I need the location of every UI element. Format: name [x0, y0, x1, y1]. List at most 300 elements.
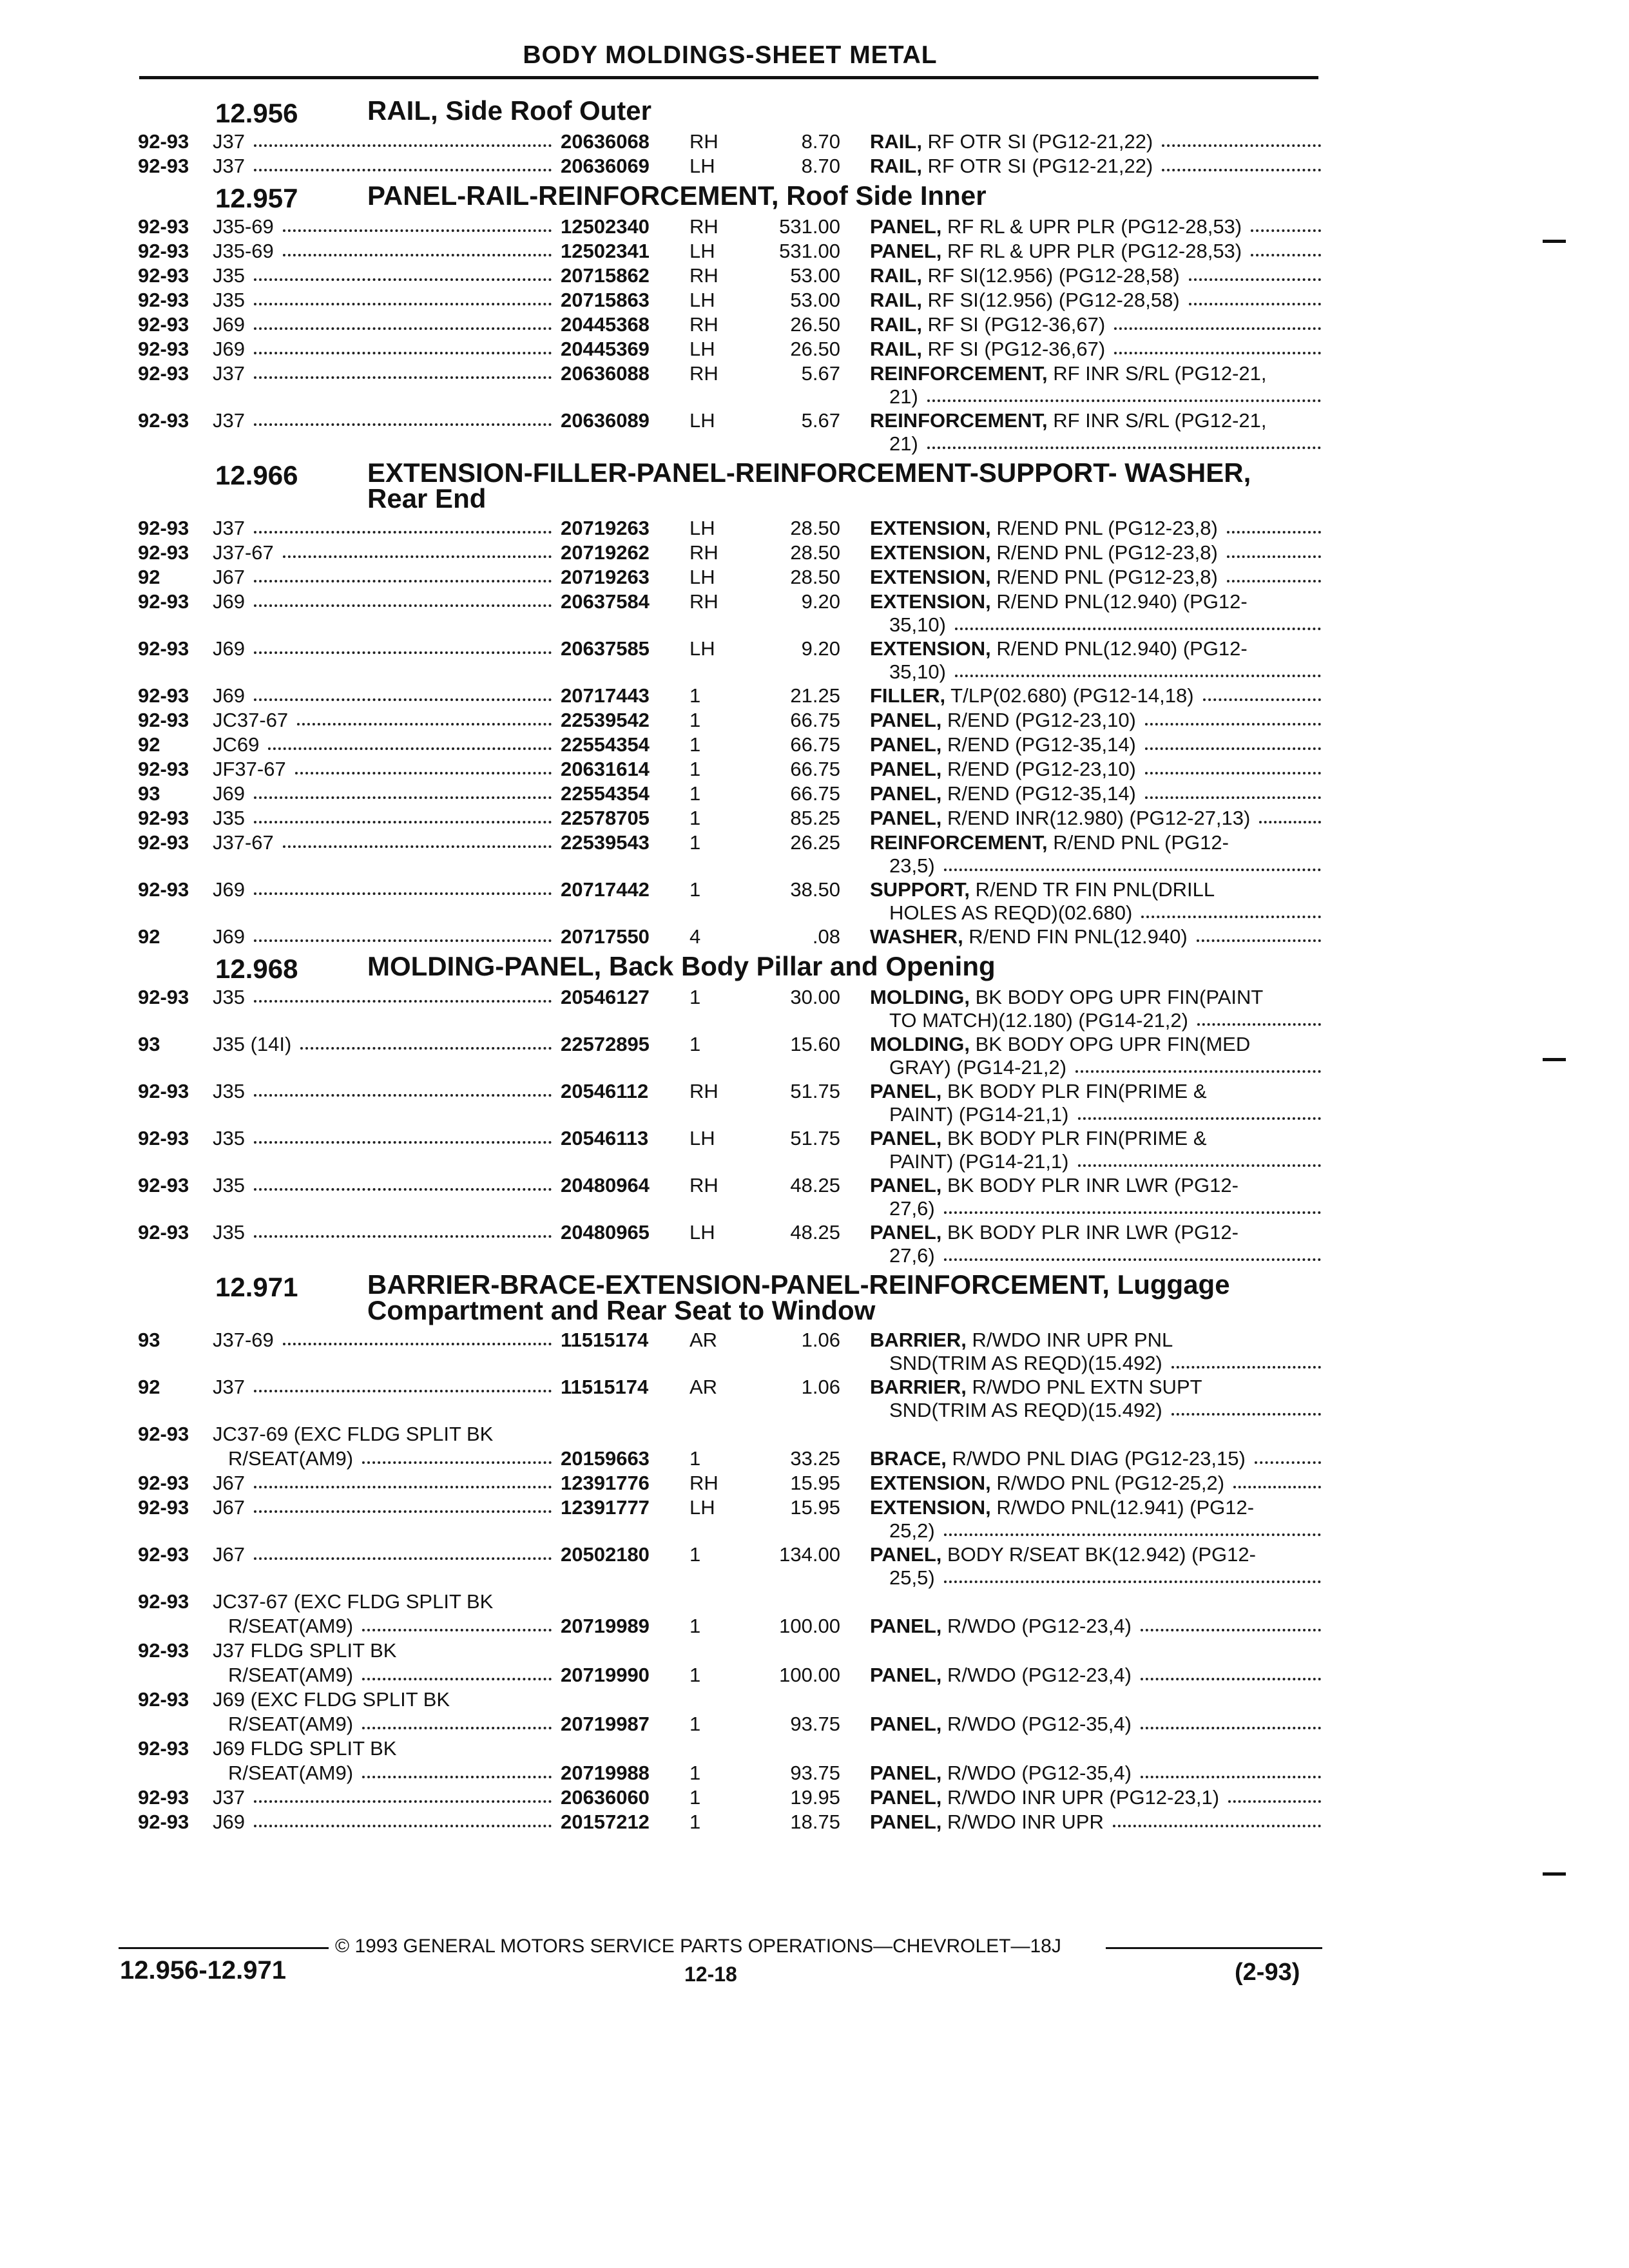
- description-keyword: PANEL,: [870, 1713, 942, 1735]
- description-rest: R/WDO (PG12-23,4): [941, 1664, 1132, 1686]
- description: [870, 541, 1218, 564]
- model-code: J37: [213, 409, 245, 432]
- description: [870, 240, 1242, 263]
- description-keyword: EXTENSION,: [870, 1472, 991, 1494]
- dot-leader: [1203, 698, 1321, 701]
- section-title-line: BARRIER-BRACE-EXTENSION-PANEL-REINFORCEMENT, Luggage: [367, 1269, 1230, 1300]
- model-code: JC37-69 (EXC FLDG SPLIT BK: [213, 1423, 494, 1445]
- quantity: 1: [689, 1447, 701, 1470]
- quantity: RH: [689, 1174, 718, 1196]
- page-title: BODY MOLDINGS-SHEET METAL: [523, 41, 938, 69]
- table-row: [138, 590, 1324, 637]
- model-code: J69: [213, 590, 245, 613]
- description-rest: R/END PNL (PG12-23,8): [990, 566, 1218, 588]
- section-number: 12.956: [215, 98, 298, 128]
- dot-leader: [254, 169, 552, 171]
- quantity: RH: [689, 264, 718, 287]
- description: [870, 155, 1153, 178]
- quantity: 1: [689, 986, 701, 1008]
- table-row: [138, 1376, 1324, 1423]
- dot-leader: [1162, 144, 1321, 147]
- table-row: [138, 684, 1324, 709]
- header-rule: [139, 76, 1318, 79]
- section-header: [138, 457, 1324, 517]
- description-keyword: REINFORCEMENT,: [870, 831, 1048, 854]
- description-keyword: PANEL,: [870, 1221, 942, 1244]
- dot-leader: [254, 144, 552, 147]
- dot-leader: [254, 1094, 552, 1097]
- quantity: RH: [689, 313, 718, 336]
- dot-leader: [268, 747, 552, 750]
- model-code: J69: [213, 313, 245, 336]
- section-header: [138, 1269, 1324, 1329]
- part-number: 20159663: [561, 1447, 650, 1470]
- model-code: JC37-67: [213, 709, 289, 731]
- description: [870, 517, 1218, 540]
- description: [870, 130, 1153, 153]
- model-code: J35: [213, 1221, 245, 1244]
- model-year: 92-93: [138, 1639, 189, 1662]
- model-year: 92-93: [138, 1786, 189, 1809]
- dot-leader: [1114, 327, 1321, 330]
- model-year: 92: [138, 1376, 160, 1398]
- dot-leader: [1145, 723, 1321, 726]
- dot-leader: [1145, 772, 1321, 774]
- description-rest: RF OTR SI (PG12-21,22): [921, 155, 1153, 177]
- quantity: 1: [689, 758, 701, 780]
- description-rest: R/END PNL(12.940) (PG12-: [990, 590, 1248, 613]
- part-number: 20719989: [561, 1615, 650, 1637]
- dot-leader: [254, 352, 552, 354]
- price: .08: [812, 925, 840, 948]
- quantity: LH: [689, 155, 715, 177]
- description-keyword: SUPPORT,: [870, 878, 970, 901]
- quantity: RH: [689, 215, 718, 238]
- dot-leader: [1171, 1366, 1321, 1369]
- description-rest: R/END PNL(12.940) (PG12-: [990, 637, 1248, 660]
- model-code: J35: [213, 807, 245, 829]
- section-title: [367, 457, 1334, 514]
- dot-leader: [1227, 580, 1321, 582]
- table-row-prefix: [138, 1688, 1324, 1713]
- table-row: [138, 264, 1324, 289]
- description-rest: R/END PNL (PG12-23,8): [990, 517, 1218, 539]
- description-rest: BK BODY PLR FIN(PRIME &: [941, 1127, 1207, 1149]
- dot-leader: [362, 1727, 552, 1729]
- dot-leader: [254, 1000, 552, 1003]
- part-number: 20445369: [561, 338, 650, 360]
- model-year: 92-93: [138, 637, 189, 660]
- description-rest: RF SI(12.956) (PG12-28,58): [921, 289, 1180, 311]
- part-number: 20480965: [561, 1221, 650, 1244]
- description: [870, 1447, 1246, 1470]
- dot-leader: [254, 1800, 552, 1803]
- table-row: [138, 733, 1324, 758]
- margin-tick: [1543, 1872, 1566, 1876]
- description: [870, 1376, 1202, 1399]
- model-code: J37: [213, 1786, 245, 1809]
- dot-leader: [254, 1510, 552, 1513]
- section-title-line: MOLDING-PANEL, Back Body Pillar and Opening: [367, 951, 996, 981]
- description: [870, 1496, 1254, 1519]
- dot-leader: [283, 845, 552, 848]
- part-number: 20719263: [561, 566, 650, 588]
- section-title-line: RAIL, Side Roof Outer: [367, 95, 651, 126]
- description: [870, 1664, 1132, 1687]
- part-number: 20637584: [561, 590, 650, 613]
- quantity: RH: [689, 362, 718, 385]
- description-keyword: PANEL,: [870, 1080, 942, 1102]
- section-number: 12.957: [215, 183, 298, 213]
- price: 531.00: [779, 215, 840, 238]
- dot-leader: [1227, 555, 1321, 558]
- description: [870, 1762, 1132, 1785]
- price: 1.06: [801, 1329, 840, 1351]
- quantity: LH: [689, 289, 715, 311]
- model-year: 92-93: [138, 1423, 189, 1445]
- dot-leader: [1141, 1776, 1321, 1778]
- description-keyword: MOLDING,: [870, 1033, 970, 1055]
- price: 26.25: [790, 831, 840, 854]
- description-keyword: RAIL,: [870, 155, 922, 177]
- quantity: 1: [689, 878, 701, 901]
- description: [870, 1127, 1207, 1150]
- price: 66.75: [790, 758, 840, 780]
- description-keyword: FILLER,: [870, 684, 946, 707]
- price: 15.95: [790, 1496, 840, 1519]
- quantity: 1: [689, 1786, 701, 1809]
- model-year: 92-93: [138, 1472, 189, 1494]
- part-number: 22578705: [561, 807, 650, 829]
- description-rest: RF INR S/RL (PG12-21,: [1047, 409, 1267, 432]
- model-code: J37: [213, 155, 245, 177]
- part-number: 20719990: [561, 1664, 650, 1686]
- model-code: J69: [213, 925, 245, 948]
- description-rest: R/END PNL (PG12-: [1047, 831, 1229, 854]
- model-year: 92-93: [138, 1543, 189, 1566]
- model-year: 92-93: [138, 517, 189, 539]
- description-keyword: RAIL,: [870, 289, 922, 311]
- quantity: LH: [689, 637, 715, 660]
- part-number: 20157212: [561, 1811, 650, 1833]
- description-keyword: REINFORCEMENT,: [870, 362, 1048, 385]
- table-row: [138, 517, 1324, 541]
- table-row: [138, 338, 1324, 362]
- price: 28.50: [790, 517, 840, 539]
- model-year: 92-93: [138, 409, 189, 432]
- description-keyword: EXTENSION,: [870, 637, 991, 660]
- dot-leader: [254, 303, 552, 305]
- price: 30.00: [790, 986, 840, 1008]
- part-number: 20719263: [561, 517, 650, 539]
- dot-leader: [254, 1557, 552, 1560]
- description-rest: R/WDO PNL DIAG (PG12-23,15): [946, 1447, 1246, 1470]
- model-year: 92-93: [138, 878, 189, 901]
- model-year: 93: [138, 1033, 160, 1055]
- table-row: [138, 1811, 1324, 1835]
- description: [870, 1221, 1239, 1244]
- model-code: J69: [213, 637, 245, 660]
- description-rest: R/WDO PNL (PG12-25,2): [990, 1472, 1225, 1494]
- description-rest: R/WDO PNL(12.941) (PG12-: [990, 1496, 1255, 1519]
- description-continued: 35,10): [889, 660, 946, 683]
- model-year: 93: [138, 1329, 160, 1351]
- description: [870, 1080, 1207, 1103]
- footer-rule: [119, 1947, 329, 1949]
- description: [870, 590, 1248, 613]
- description: [870, 733, 1136, 756]
- model-code: J35: [213, 1080, 245, 1102]
- quantity: RH: [689, 590, 718, 613]
- quantity: LH: [689, 517, 715, 539]
- quantity: 1: [689, 1762, 701, 1784]
- price: 48.25: [790, 1221, 840, 1244]
- dot-leader: [254, 1390, 552, 1392]
- description-keyword: EXTENSION,: [870, 590, 991, 613]
- model-year: 92-93: [138, 1811, 189, 1833]
- dot-leader: [1145, 796, 1321, 799]
- section-header: [138, 180, 1324, 215]
- description-rest: R/WDO INR UPR PNL: [966, 1329, 1173, 1351]
- part-number: 20636089: [561, 409, 650, 432]
- section-title-line: EXTENSION-FILLER-PANEL-REINFORCEMENT-SUPPORT- WASHER,: [367, 457, 1251, 488]
- price: 26.50: [790, 338, 840, 360]
- dot-leader: [283, 254, 552, 256]
- description-keyword: REINFORCEMENT,: [870, 409, 1048, 432]
- quantity: LH: [689, 409, 715, 432]
- price: 28.50: [790, 541, 840, 564]
- description-rest: BODY R/SEAT BK(12.942) (PG12-: [941, 1543, 1256, 1566]
- part-number: 20715863: [561, 289, 650, 311]
- model-code: J69: [213, 878, 245, 901]
- description: [870, 289, 1180, 312]
- quantity: AR: [689, 1376, 718, 1398]
- parts-catalog: [138, 94, 1324, 1835]
- price: 531.00: [779, 240, 840, 262]
- table-row: [138, 362, 1324, 409]
- price: 8.70: [801, 130, 840, 153]
- price: 66.75: [790, 709, 840, 731]
- description-keyword: PANEL,: [870, 1174, 942, 1196]
- section-header: [138, 951, 1324, 986]
- model-code: J35: [213, 1174, 245, 1196]
- table-row: [138, 1447, 1324, 1472]
- dot-leader: [254, 892, 552, 895]
- description-rest: R/END TR FIN PNL(DRILL: [970, 878, 1215, 901]
- quantity: 1: [689, 831, 701, 854]
- description-keyword: PANEL,: [870, 807, 942, 829]
- model-code: J35: [213, 289, 245, 311]
- model-code: J69 (EXC FLDG SPLIT BK: [213, 1688, 450, 1711]
- model-year: 92-93: [138, 264, 189, 287]
- dot-leader: [1197, 939, 1321, 942]
- part-number: 22554354: [561, 733, 650, 756]
- table-row: [138, 831, 1324, 878]
- quantity: LH: [689, 1496, 715, 1519]
- model-year: 92-93: [138, 362, 189, 385]
- table-row: [138, 1472, 1324, 1496]
- quantity: 1: [689, 684, 701, 707]
- table-row: [138, 240, 1324, 264]
- price: 1.06: [801, 1376, 840, 1398]
- dot-leader: [1141, 1727, 1321, 1729]
- price: 15.95: [790, 1472, 840, 1494]
- model-code: J69: [213, 782, 245, 805]
- description-rest: BK BODY PLR INR LWR (PG12-: [941, 1221, 1239, 1244]
- table-row: [138, 1664, 1324, 1688]
- model-year: 92-93: [138, 758, 189, 780]
- model-year: 92-93: [138, 155, 189, 177]
- description-keyword: RAIL,: [870, 338, 922, 360]
- dot-leader: [297, 723, 552, 726]
- dot-leader: [1189, 278, 1321, 281]
- description-keyword: EXTENSION,: [870, 541, 991, 564]
- table-row: [138, 1543, 1324, 1590]
- description-keyword: PANEL,: [870, 215, 942, 238]
- table-row: [138, 1786, 1324, 1811]
- dot-leader: [1162, 169, 1321, 171]
- description-rest: RF OTR SI (PG12-21,22): [921, 130, 1153, 153]
- description: [870, 684, 1194, 707]
- description-rest: R/WDO PNL EXTN SUPT: [966, 1376, 1202, 1398]
- price: 66.75: [790, 733, 840, 756]
- description: [870, 362, 1267, 385]
- dot-leader: [955, 675, 1321, 677]
- model-code: J37: [213, 1376, 245, 1398]
- description-continued: 27,6): [889, 1244, 935, 1267]
- price: 66.75: [790, 782, 840, 805]
- model-year: 92-93: [138, 1496, 189, 1519]
- table-row: [138, 313, 1324, 338]
- description-continued: TO MATCH)(12.180) (PG14-21,2): [889, 1009, 1188, 1032]
- footer-page-number: 12-18: [684, 1963, 737, 1986]
- dot-leader: [254, 423, 552, 426]
- dot-leader: [362, 1776, 552, 1778]
- description-rest: RF SI(12.956) (PG12-28,58): [921, 264, 1180, 287]
- part-number: 20715862: [561, 264, 650, 287]
- dot-leader: [300, 1047, 552, 1050]
- description-rest: R/END (PG12-35,14): [941, 782, 1136, 805]
- model-code: J35-69: [213, 240, 274, 262]
- description-rest: R/WDO INR UPR (PG12-23,1): [941, 1786, 1220, 1809]
- model-code: J67: [213, 1496, 245, 1519]
- dot-leader: [1251, 229, 1321, 232]
- model-year: 92-93: [138, 1080, 189, 1102]
- description: [870, 215, 1242, 238]
- dot-leader: [1227, 531, 1321, 533]
- footer-date: (2-93): [1235, 1959, 1300, 1986]
- price: 26.50: [790, 313, 840, 336]
- model-year: 92-93: [138, 1590, 189, 1613]
- description-keyword: PANEL,: [870, 1786, 942, 1809]
- model-code: J37: [213, 517, 245, 539]
- table-row: [138, 1221, 1324, 1268]
- part-number: 12502341: [561, 240, 650, 262]
- model-code: J67: [213, 1543, 245, 1566]
- description: [870, 878, 1215, 901]
- model-code: J37 FLDG SPLIT BK: [213, 1639, 397, 1662]
- model-code-continued: R/SEAT(AM9): [228, 1713, 354, 1735]
- model-code: J67: [213, 566, 245, 588]
- description-keyword: PANEL,: [870, 1664, 942, 1686]
- quantity: 1: [689, 733, 701, 756]
- margin-tick: [1543, 1058, 1566, 1061]
- part-number: 11515174: [561, 1329, 649, 1351]
- description-keyword: PANEL,: [870, 1615, 942, 1637]
- quantity: RH: [689, 130, 718, 153]
- part-number: 22539543: [561, 831, 650, 854]
- quantity: 1: [689, 709, 701, 731]
- table-row: [138, 1174, 1324, 1221]
- model-code-continued: R/SEAT(AM9): [228, 1447, 354, 1470]
- quantity: 1: [689, 1615, 701, 1637]
- price: 53.00: [790, 264, 840, 287]
- quantity: 1: [689, 1713, 701, 1735]
- part-number: 20546127: [561, 986, 650, 1008]
- table-row: [138, 566, 1324, 590]
- dot-leader: [283, 229, 552, 232]
- part-number: 20717442: [561, 878, 650, 901]
- section-title: [367, 951, 1334, 981]
- price: 51.75: [790, 1127, 840, 1149]
- model-year: 92-93: [138, 1221, 189, 1244]
- model-year: 92: [138, 925, 160, 948]
- dot-leader: [1233, 1486, 1321, 1488]
- model-year: 93: [138, 782, 160, 805]
- description-keyword: BRACE,: [870, 1447, 947, 1470]
- model-code: J69 FLDG SPLIT BK: [213, 1737, 397, 1760]
- description-continued: SND(TRIM AS REQD)(15.492): [889, 1352, 1162, 1374]
- model-year: 92-93: [138, 130, 189, 153]
- description-keyword: PANEL,: [870, 733, 942, 756]
- description: [870, 566, 1218, 589]
- dot-leader: [254, 278, 552, 281]
- quantity: LH: [689, 240, 715, 262]
- dot-leader: [1145, 747, 1321, 750]
- part-number: 20717443: [561, 684, 650, 707]
- model-year: 92-93: [138, 807, 189, 829]
- part-number: 20636088: [561, 362, 650, 385]
- description-continued: HOLES AS REQD)(02.680): [889, 901, 1133, 924]
- description-keyword: EXTENSION,: [870, 517, 991, 539]
- table-row: [138, 409, 1324, 456]
- dot-leader: [254, 580, 552, 582]
- dot-leader: [254, 1235, 552, 1238]
- dot-leader: [254, 821, 552, 823]
- quantity: 1: [689, 1033, 701, 1055]
- description-rest: R/END (PG12-35,14): [941, 733, 1136, 756]
- dot-leader: [362, 1461, 552, 1464]
- model-year: 92-93: [138, 831, 189, 854]
- description-continued: 25,5): [889, 1566, 935, 1589]
- part-number: 20719987: [561, 1713, 650, 1735]
- price: 5.67: [801, 409, 840, 432]
- part-number: 20502180: [561, 1543, 650, 1566]
- description-rest: R/WDO (PG12-35,4): [941, 1762, 1132, 1784]
- dot-leader: [254, 651, 552, 654]
- description-keyword: BARRIER,: [870, 1329, 967, 1351]
- description-rest: BK BODY PLR FIN(PRIME &: [941, 1080, 1207, 1102]
- description-rest: RF RL & UPR PLR (PG12-28,53): [941, 240, 1242, 262]
- description: [870, 338, 1105, 361]
- model-year: 92-93: [138, 313, 189, 336]
- description-continued: SND(TRIM AS REQD)(15.492): [889, 1399, 1162, 1421]
- dot-leader: [254, 531, 552, 533]
- description: [870, 758, 1136, 781]
- model-code: J67: [213, 1472, 245, 1494]
- dot-leader: [1197, 1023, 1321, 1026]
- description-continued: 27,6): [889, 1197, 935, 1220]
